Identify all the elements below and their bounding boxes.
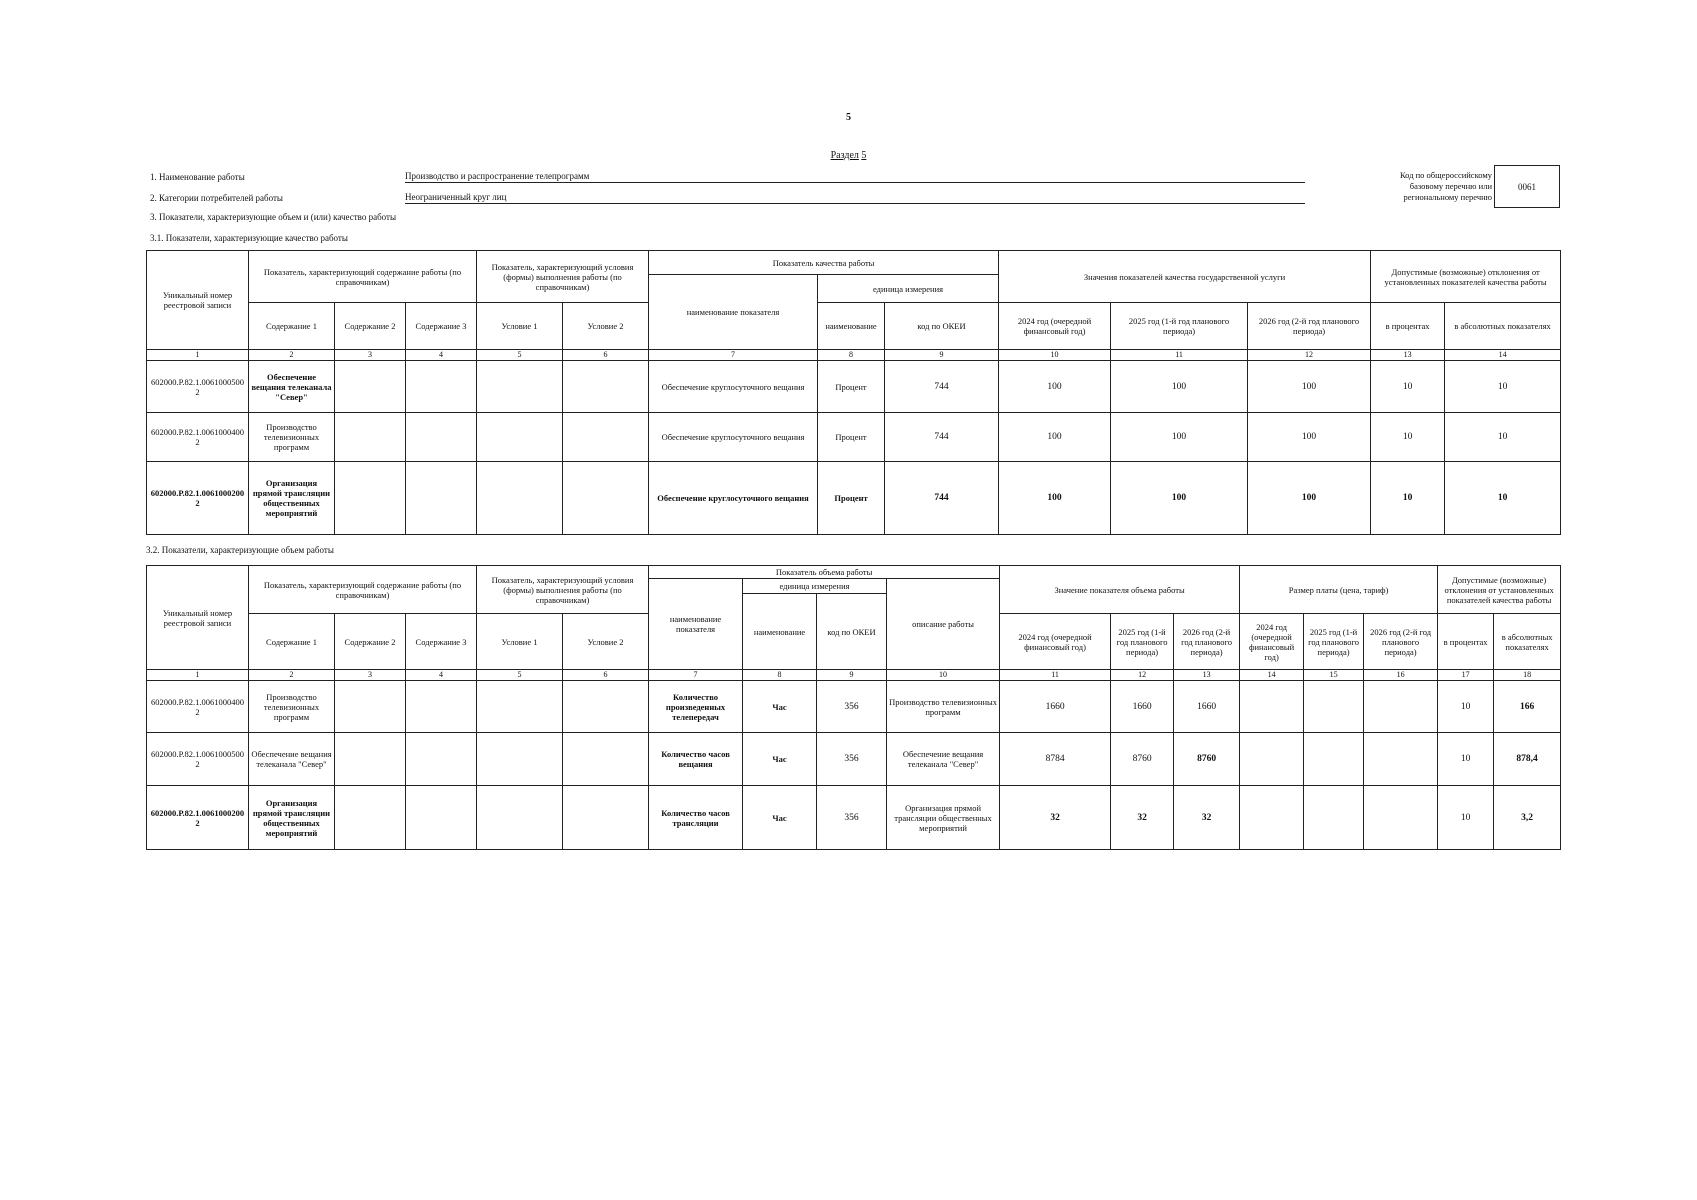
deviation-pct: 10 (1371, 462, 1445, 535)
section-title (0, 150, 1697, 161)
okei-code: 744 (885, 462, 999, 535)
quality-header-indicator-name: наименование показателя (649, 275, 818, 350)
column-number: 6 (563, 670, 649, 681)
condition-2 (563, 361, 649, 413)
registry-number: 602000.Р.82.1.00610005002 (147, 733, 249, 786)
indicator-name: Обеспечение круглосуточного вещания (649, 413, 818, 462)
condition-1 (477, 361, 563, 413)
quality-header-quality-group: Показатель качества работы (649, 251, 999, 275)
volume-header-deviation-pct: в процентах (1438, 614, 1494, 670)
value-2026: 100 (1248, 361, 1371, 413)
quality-header-values-group: Значения показателей качества государственной услуги (999, 251, 1371, 303)
column-number: 2 (249, 670, 335, 681)
content-1: Производство телевизионных программ (249, 413, 335, 462)
column-number: 14 (1445, 350, 1561, 361)
unit-name: Процент (818, 413, 885, 462)
volume-header-deviation-abs: в абсолютных показателях (1494, 614, 1561, 670)
content-2 (335, 361, 406, 413)
volume-heading: 3.2. Показатели, характеризующие объем работы (146, 545, 334, 555)
column-number: 18 (1494, 670, 1561, 681)
deviation-pct: 10 (1438, 733, 1494, 786)
column-number: 7 (649, 670, 743, 681)
indicator-name: Обеспечение круглосуточного вещания (649, 462, 818, 535)
column-number: 5 (477, 670, 563, 681)
column-number: 1 (147, 670, 249, 681)
content-1: Организация прямой трансляции общественных мероприятий (249, 786, 335, 850)
content-2 (335, 733, 406, 786)
volume-header-content-1: Содержание 1 (249, 614, 335, 670)
condition-1 (477, 786, 563, 850)
quality-header-deviation-pct: в процентах (1371, 303, 1445, 350)
volume-header-fee-2025: 2025 год (1-й год планового периода) (1304, 614, 1364, 670)
value-2025: 32 (1111, 786, 1174, 850)
volume-header-content-2: Содержание 2 (335, 614, 406, 670)
deviation-pct: 10 (1371, 413, 1445, 462)
quality-header-condition-1: Условие 1 (477, 303, 563, 350)
column-number: 4 (406, 350, 477, 361)
quality-header-deviation-abs: в абсолютных показателях (1445, 303, 1561, 350)
code-value-box: 0061 (1494, 165, 1560, 208)
value-2024: 32 (1000, 786, 1111, 850)
column-number: 14 (1240, 670, 1304, 681)
volume-header-unit-group: единица измерения (743, 579, 887, 594)
table-row (147, 413, 1561, 462)
column-number: 7 (649, 350, 818, 361)
volume-header-condition-2: Условие 2 (563, 614, 649, 670)
column-number: 4 (406, 670, 477, 681)
quality-header-content-group: Показатель, характеризующий содержание работы (по справочникам) (249, 251, 477, 303)
code-label-line: Код по общероссийскому (1399, 170, 1492, 180)
unit-name: Процент (818, 462, 885, 535)
volume-header-unit-name: наименование (743, 594, 817, 670)
value-2026: 32 (1174, 786, 1240, 850)
quality-header-deviation-group: Допустимые (возможные) отклонения от установленных показателей качества работы (1371, 251, 1561, 303)
volume-header-registry: Уникальный номер реестровой записи (147, 566, 249, 670)
indicator-name: Количество произведенных телепередач (649, 681, 743, 733)
value-2025: 1660 (1111, 681, 1174, 733)
volume-header-condition-1: Условие 1 (477, 614, 563, 670)
registry-number: 602000.Р.82.1.00610002002 (147, 786, 249, 850)
quality-table (146, 250, 1561, 535)
quality-header-condition-2: Условие 2 (563, 303, 649, 350)
quality-heading: 3.1. Показатели, характеризующие качество работы (150, 233, 348, 243)
okei-code: 744 (885, 413, 999, 462)
column-number: 5 (477, 350, 563, 361)
table-row (147, 462, 1561, 535)
condition-1 (477, 413, 563, 462)
fee-2025 (1304, 733, 1364, 786)
quality-header-registry: Уникальный номер реестровой записи (147, 251, 249, 350)
volume-header-year-2025: 2025 год (1-й год планового периода) (1111, 614, 1174, 670)
volume-header-year-2026: 2026 год (2-й год планового периода) (1174, 614, 1240, 670)
page-number: 5 (846, 112, 851, 123)
column-number: 12 (1248, 350, 1371, 361)
value-2025: 8760 (1111, 733, 1174, 786)
content-1: Обеспечение вещания телеканала "Север" (249, 361, 335, 413)
registry-number: 602000.Р.82.1.00610004002 (147, 413, 249, 462)
content-3 (406, 681, 477, 733)
volume-header-work-description: описание работы (887, 579, 1000, 670)
deviation-pct: 10 (1438, 681, 1494, 733)
content-3 (406, 786, 477, 850)
content-3 (406, 361, 477, 413)
quality-header-unit-group: единица измерения (818, 275, 999, 303)
content-3 (406, 462, 477, 535)
deviation-pct: 10 (1371, 361, 1445, 413)
consumer-category-value: Неограниченный круг лиц (405, 191, 1305, 204)
column-number: 13 (1371, 350, 1445, 361)
okei-code: 356 (817, 786, 887, 850)
fee-2024 (1240, 733, 1304, 786)
indicator-name: Обеспечение круглосуточного вещания (649, 361, 818, 413)
section-number: 5 (861, 150, 867, 161)
column-number: 16 (1364, 670, 1438, 681)
deviation-abs: 10 (1445, 413, 1561, 462)
column-number: 9 (817, 670, 887, 681)
okei-code: 356 (817, 733, 887, 786)
content-1: Производство телевизионных программ (249, 681, 335, 733)
column-number: 11 (1000, 670, 1111, 681)
volume-header-okei: код по ОКЕИ (817, 594, 887, 670)
content-2 (335, 413, 406, 462)
deviation-abs: 10 (1445, 462, 1561, 535)
value-2024: 8784 (1000, 733, 1111, 786)
quality-header-unit-name: наименование (818, 303, 885, 350)
indicators-heading: 3. Показатели, характеризующие объем и (или) качество работы (150, 212, 397, 222)
content-3 (406, 733, 477, 786)
column-number: 8 (818, 350, 885, 361)
volume-header-indicator-name: наименование показателя (649, 579, 743, 670)
fee-2026 (1364, 681, 1438, 733)
quality-header-year-2025: 2025 год (1-й год планового периода) (1111, 303, 1248, 350)
volume-table (146, 565, 1561, 850)
condition-2 (563, 733, 649, 786)
condition-2 (563, 462, 649, 535)
column-number: 15 (1304, 670, 1364, 681)
deviation-abs: 166 (1494, 681, 1561, 733)
table-row (147, 361, 1561, 413)
volume-header-content-3: Содержание 3 (406, 614, 477, 670)
column-number: 2 (249, 350, 335, 361)
quality-header-content-3: Содержание 3 (406, 303, 477, 350)
fee-2026 (1364, 786, 1438, 850)
column-number: 17 (1438, 670, 1494, 681)
volume-header-conditions-group: Показатель, характеризующий условия (формы) выполнения работы (по справочникам) (477, 566, 649, 614)
column-number: 6 (563, 350, 649, 361)
deviation-abs: 878,4 (1494, 733, 1561, 786)
value-2024: 100 (999, 413, 1111, 462)
volume-header-fee-group: Размер платы (цена, тариф) (1240, 566, 1438, 614)
column-number: 10 (887, 670, 1000, 681)
content-2 (335, 681, 406, 733)
fee-2025 (1304, 681, 1364, 733)
content-1: Организация прямой трансляции общественных мероприятий (249, 462, 335, 535)
indicator-name: Количество часов трансляции (649, 786, 743, 850)
quality-header-content-2: Содержание 2 (335, 303, 406, 350)
table-row (147, 733, 1561, 786)
condition-2 (563, 413, 649, 462)
volume-header-deviation-group: Допустимые (возможные) отклонения от установленных показателей качества работы (1438, 566, 1561, 614)
condition-2 (563, 786, 649, 850)
code-label (1355, 170, 1492, 203)
value-2025: 100 (1111, 361, 1248, 413)
column-number: 11 (1111, 350, 1248, 361)
quality-header-year-2026: 2026 год (2-й год планового периода) (1248, 303, 1371, 350)
fee-2026 (1364, 733, 1438, 786)
registry-number: 602000.Р.82.1.00610002002 (147, 462, 249, 535)
deviation-abs: 10 (1445, 361, 1561, 413)
column-number: 1 (147, 350, 249, 361)
consumer-category-label: 2. Категории потребителей работы (150, 193, 283, 203)
code-label-line: региональному перечню (1403, 192, 1492, 202)
table-row (147, 786, 1561, 850)
volume-header-year-2024: 2024 год (очередной финансовый год) (1000, 614, 1111, 670)
value-2024: 1660 (1000, 681, 1111, 733)
column-number: 9 (885, 350, 999, 361)
value-2026: 1660 (1174, 681, 1240, 733)
column-number: 3 (335, 670, 406, 681)
unit-name: Час (743, 786, 817, 850)
quality-header-okei: код по ОКЕИ (885, 303, 999, 350)
fee-2024 (1240, 786, 1304, 850)
section-label: Раздел (830, 150, 859, 161)
volume-header-fee-2026: 2026 год (2-й год планового периода) (1364, 614, 1438, 670)
volume-header-values-group: Значение показателя объема работы (1000, 566, 1240, 614)
value-2026: 100 (1248, 462, 1371, 535)
column-number: 13 (1174, 670, 1240, 681)
quality-header-year-2024: 2024 год (очередной финансовый год) (999, 303, 1111, 350)
work-name-label: 1. Наименование работы (150, 172, 245, 182)
condition-2 (563, 681, 649, 733)
code-label-line: базовому перечню или (1409, 181, 1492, 191)
value-2024: 100 (999, 462, 1111, 535)
deviation-pct: 10 (1438, 786, 1494, 850)
value-2026: 8760 (1174, 733, 1240, 786)
content-1: Обеспечение вещания телеканала "Север" (249, 733, 335, 786)
value-2026: 100 (1248, 413, 1371, 462)
volume-header-content-group: Показатель, характеризующий содержание работы (по справочникам) (249, 566, 477, 614)
column-number: 10 (999, 350, 1111, 361)
indicator-name: Количество часов вещания (649, 733, 743, 786)
table-row (147, 681, 1561, 733)
column-number: 8 (743, 670, 817, 681)
okei-code: 744 (885, 361, 999, 413)
volume-header-volume-group: Показатель объема работы (649, 566, 1000, 579)
unit-name: Процент (818, 361, 885, 413)
value-2024: 100 (999, 361, 1111, 413)
unit-name: Час (743, 681, 817, 733)
content-2 (335, 786, 406, 850)
quality-header-content-1: Содержание 1 (249, 303, 335, 350)
work-description: Обеспечение вещания телеканала "Север" (887, 733, 1000, 786)
condition-1 (477, 733, 563, 786)
condition-1 (477, 681, 563, 733)
fee-2025 (1304, 786, 1364, 850)
registry-number: 602000.Р.82.1.00610004002 (147, 681, 249, 733)
work-description: Производство телевизионных программ (887, 681, 1000, 733)
column-number: 12 (1111, 670, 1174, 681)
fee-2024 (1240, 681, 1304, 733)
value-2025: 100 (1111, 413, 1248, 462)
condition-1 (477, 462, 563, 535)
work-description: Организация прямой трансляции общественных мероприятий (887, 786, 1000, 850)
okei-code: 356 (817, 681, 887, 733)
column-number: 3 (335, 350, 406, 361)
unit-name: Час (743, 733, 817, 786)
content-2 (335, 462, 406, 535)
quality-header-conditions-group: Показатель, характеризующий условия (формы) выполнения работы (по справочникам) (477, 251, 649, 303)
work-name-value: Производство и распространение телепрограмм (405, 170, 1305, 183)
registry-number: 602000.Р.82.1.00610005002 (147, 361, 249, 413)
deviation-abs: 3,2 (1494, 786, 1561, 850)
value-2025: 100 (1111, 462, 1248, 535)
volume-header-fee-2024: 2024 год (очередной финансовый год) (1240, 614, 1304, 670)
content-3 (406, 413, 477, 462)
